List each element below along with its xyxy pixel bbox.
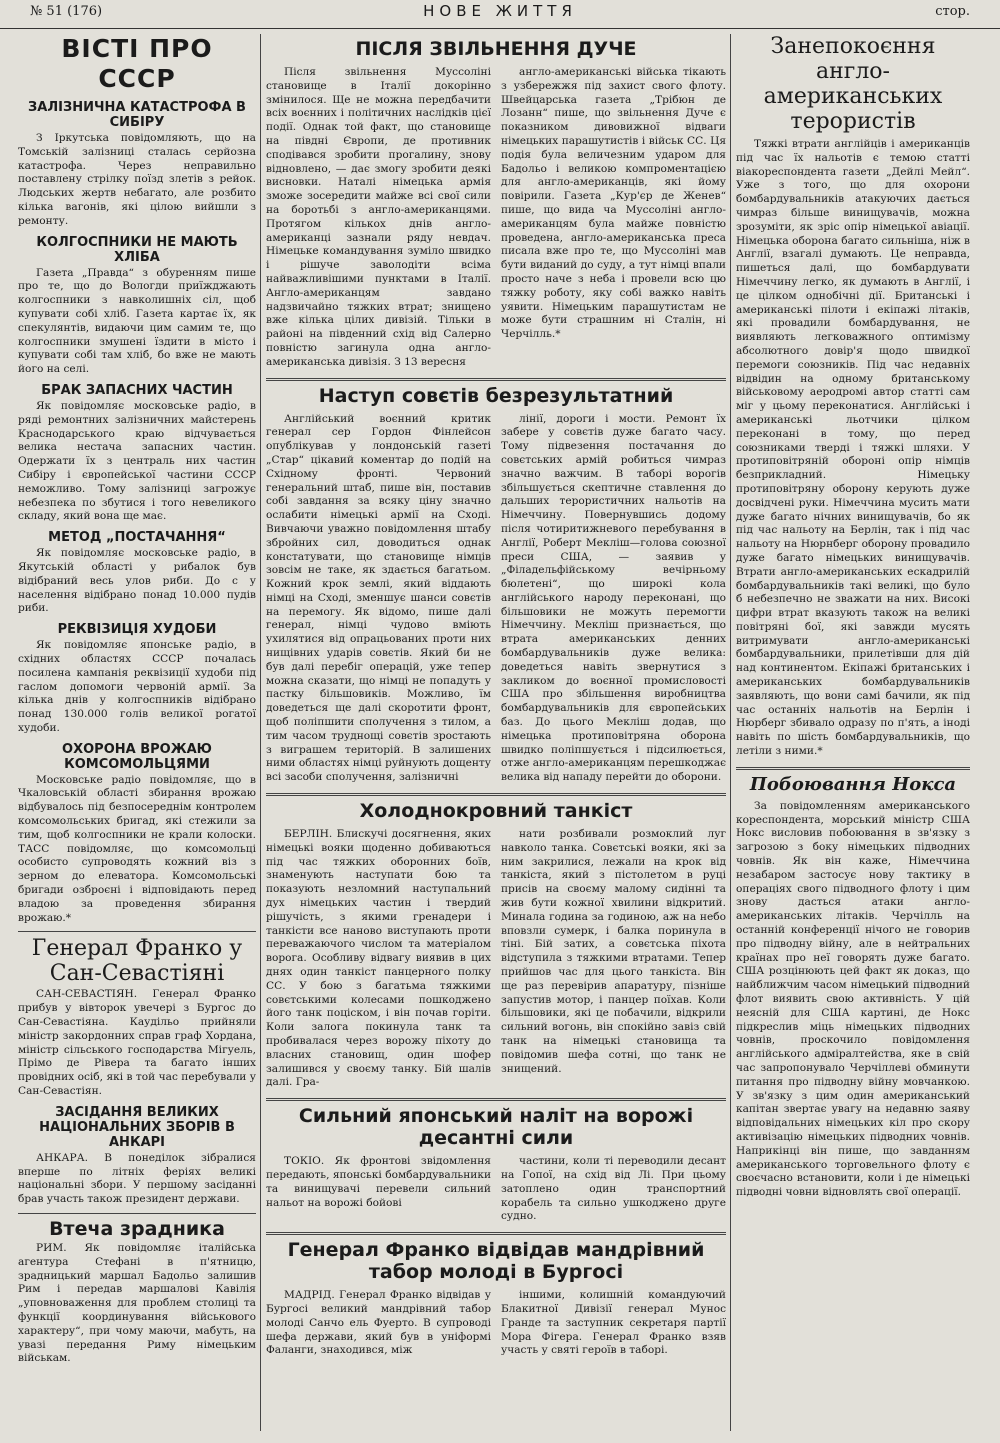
article-text: МАДРІД. Генерал Франко відвідав у Бургосі великий мандрівний табор молоді Санчо ель Фуерто. В супроводі шефа держави, який був в уніформі Фаланги, знаходився, між xyxy=(266,1289,491,1357)
article xyxy=(736,774,970,1200)
column-divider xyxy=(730,34,731,1431)
article-title: ОХОРОНА ВРОЖАЮ КОМСОМОЛЬЦЯМИ xyxy=(62,741,212,772)
article-text: лінії, дороги і мости. Ремонт їх забере у совєтів дуже багато часу. Тому підвезення постачання до совєтських армій робиться чимраз значно важчим. В таборі ворогів збільшується скептичне ставлення до дальших терористичних нальотів на Німеччину. Повернувшись додому після чотиритижневого перебування в Англії, Роберт Мекліш—голова союзної преси США, — заявив у „Філадельфійському вечірньому бюлетені“, що широкі кола англійського народу переконані, що більшовики не можуть перемогти Німеччину. Мекліш признається, що втрата американських денних бомбардувальників дуже велика: доведеться навіть звернутися з закликом до воєнної промисловості США про збільшення виробництва бомбардувальників для європейських баз. До цього Мекліш додав, що німецька протиповітряна оборона швидко поліпшується і підсилюється, отже англо-американцям перешкоджає велика від нападу перейти до оборони. xyxy=(501,412,726,784)
article-title: Занепокоєння англо-американських терористів xyxy=(763,34,943,134)
article xyxy=(266,800,726,1090)
article-text: РИМ. Як повідомляє італійська агентура Стефані в п'ятницю, зрадницький маршал Бадольо залишив Рим і передав маршалові Кавілія „уповноваження для проблем столиці та функції координування військового характеру“, при чому маючи, мабуть, на увазі передання Риму німецьким військам. xyxy=(18,1242,256,1365)
article-text: частини, коли ті переводили десант на Гопої, на схід від Лі. При цьому затоплено один транспортний корабель та сильно ушкоджено друге судно. xyxy=(501,1155,726,1223)
article-text: Після звільнення Муссоліні становище в Італії докорінно змінилося. Ще не можна передбачити всіх воєнних і політичних наслідків цієї події. Однак той факт, що становище на півдні Європи, де противник сподівався зробити прогалину, знову відновлено, — дає змогу зробити деякі висновки. Наталі німецька армія зможе зосередити майже всі свої сили на боротьбі з англо-американцями. Протягом кількох днів англо-американці зазнали ряду невдач. Німецьке командування зуміло швидко і рішуче заволодіти всіма найважливішими пунктами в Італії. Англо-американцям завдано надзвичайно тяжких втрат; знищено вже кілька цілих дивізій. Тільки в районі на південний схід від Салерно повністю загинула одна англо-американська дивізія. З 13 вересня xyxy=(266,66,491,368)
article-text: англо-американські війська тікають з узбережжя під захист свого флоту. Швейцарська газета „Трібюн де Лозанн“ пише, що звільнення Дуче є показником дивовижної відваги німецьких парашутистів і військ СС. Ця подія була величезним ударом для Бадольо і великою компроментацією для англо-американців, які йому повірили. Газета „Кур'єр де Женев“ пише, що вида ча Муссоліні англо-американцям була майже повністю проведена, англо-американська преса писала вже про те, що Муссоліні мав бути виданий до суду, а тут німці впали просто наче з неба і провели всю цю тяжку роботу, яку собі важко навіть уявити. Німецьким парашутистам не може бути страшним ні Сталін, ні Черчілль.* xyxy=(501,66,726,341)
article-text: САН-СЕВАСТІЯН. Генерал Франко прибув у вівторок увечері з Бургос до Сан-Севастіяна. Каудільо прийняли міністр закордонних справ граф Хордана, міністр сільського господарства Мігуель, Прімо де Рівера та багато інших провідних осіб, які в той час перебували у Сан-Севастіян. xyxy=(18,988,256,1098)
article-text: Як повідомляє московське радіо, в ряді ремонтних залізничних майстерень Краснодарського краю відчувається велика нестача запасних частин. Одержати їх з централь них частин Сибіру і європейської частини СССР неможливо. Тому залізниці загрожує небезпека по збутися і того невеликого складу, який вона ще має. xyxy=(18,399,256,523)
divider xyxy=(266,1098,726,1101)
article-title: Сильний японський наліт на ворожі десантні сили xyxy=(298,1105,694,1150)
article xyxy=(266,1239,726,1358)
divider xyxy=(266,793,726,796)
article xyxy=(18,235,256,377)
article-title: ПІСЛЯ ЗВІЛЬНЕННЯ ДУЧЕ xyxy=(355,38,637,60)
divider xyxy=(266,378,726,381)
article-text: За повідомленням американського кореспондента, морський міністр США Нокс висловив побоювання в зв'язку з загрозою з боку німецьких підводних човнів. Як він каже, Німеччина незабаром застосує нову тактику в операціях свого підводного флоту і цим знову дасться атаки англо-американських літаків. Черчілль на останній конференції нічого не говорив про підводну війну, але в нейтральних країнах про неї говорять дуже багато. США розцінюють цей факт як доказ, що найближчим часом німецький підводний флот виявить свою активність. У цій неясній для США картині, де Нокс підкреслив міць німецьких підводних човнів, проскочило повідомлення англійського адміралтейства, яке в свій час запропонувало Черчіллеві обминути питання про підводну війну мовчанкою. У зв'язку з цим один американський капітан звертає увагу на недавню заяву відповідальних німецьких кіл про скору активізацію німецьких підводних човнів. Наприкінці він пише, що завданням американського торговельного флоту є своєчасно встановити, коли і де німецькі підводні човни відновлять свої операції. xyxy=(736,799,970,1199)
article xyxy=(18,1218,256,1366)
article-title: КОЛГОСПНИКИ НЕ МАЮТЬ ХЛІБА xyxy=(36,234,238,265)
article-text: Англійський воєнний критик генерал сер Гордон Фінлейсон опублікував у лондонській газеті „Стар“ цікавий коментар до подій на Східному фронті. Червоний генеральний штаб, пише він, поставив собі завдання за всяку ціну значно ослабити німецькі армії на Сході. Вивчаючи уважно повідомлення штабу збройних сил, доводиться однак констатувати, що становище німців зовсім не таке, як здається багатьом. Кожний крок землі, який віддають німці на Сході, зменшує шанси совєтів на перемогу. Як відомо, пише далі генерал, німці чудово вміють ухилятися від опрацьованих проти них нищівних ударів совєтів. Який би не був далі перебіг операцій, уже тепер можна сказати, що німці не попадуть у пастку більшовиків. Можливо, їм доведеться ще далі скоротити фронт, щоб поліпшити сполучення з тилом, а тим часом труднощі совєтів зростають з виграшем територій. В залишених ними областях німці руйнують дощенту всі засоби сполучення, залізничні xyxy=(266,412,491,784)
newspaper-title: НОВЕ ЖИТТЯ xyxy=(423,2,577,20)
article-text: Як повідомляє московське радіо, в Якутській області у рибалок був відібраний весь улов риби. До с у населення відібрано понад 10.000 пудів риби. xyxy=(18,547,256,615)
divider xyxy=(18,1213,256,1214)
masthead xyxy=(0,0,1000,29)
article-text: нати розбивали розмоклий луг навколо танка. Совєтські вояки, які за ним закрилися, лежали на крок від танкіста, який з пістолетом в руці присів на своєму малому сидінні та жив бути кожної хвилини відкритий. Минала година за годиною, аж на небо вповзли сумерк, і балка поринула в тіні. Бій затих, а совєтська піхота відступила з тяжкими втратами. Тепер прийшов час для цього танкіста. Він ще раз перевірив апаратуру, пізніше запустив мотор, і панцер поїхав. Коли більшовики, які це побачили, відкрили сильний вогонь, він спокійно завіз свій танк на німецькі становища та повідомив шефа сотні, що танк не знищений. xyxy=(501,828,726,1075)
article-text: БЕРЛІН. Блискучі досягнення, яких німецькі вояки щоденно добиваються під час тяжких оборонних боїв, знаменують наступати бою та показують незломний наступальний дух німецьких частин і твердий рішучість, з якими гренадери і танкісти все наново виступають проти переважаючого числом та матеріалом ворога. Особливу відвагу виявив в цих днях один танкіст панцерного полку СС. У бою з багатьма тяжкими совєтськими колесами пошкоджено його танк поціском, і він почав горіти. Коли залога покинула танк та пробивалася через ворожу піхоту до власних становищ, один шофер залишився у своєму танку. Бій шалів далі. Гра- xyxy=(266,828,491,1089)
article xyxy=(18,100,256,229)
article-title: Генерал Франко у Сан-Севастіяні xyxy=(31,936,243,987)
column-left xyxy=(18,34,256,1443)
article-text: Газета „Правда“ з обуренням пише про те, що до Вологди приїжджають колгоспники з навколишніх сіл, щоб купувати собі хліб. Газета картає їх, як спекулянтів, видаючи цим самим те, що колгоспники змушені їздити в місто і купувати собі там хліб, бо вже не мають його на селі. xyxy=(18,266,256,376)
article xyxy=(266,1105,726,1224)
article-title: МЕТОД „ПОСТАЧАННЯ“ xyxy=(48,530,226,546)
article xyxy=(266,385,726,786)
article-text: Як повідомляє японське радіо, в східних областях СССР почалась посилена кампанія реквізиції худоби під гаслом допомоги червоній армії. За кілька днів у колгоспників відібрано понад 130.000 голів великої рогатої худоби. xyxy=(18,639,256,734)
divider xyxy=(736,767,970,770)
article-title: ЗАЛІЗНИЧНА КАТАСТРОФА В СИБІРУ xyxy=(28,100,246,130)
article xyxy=(266,38,726,370)
article xyxy=(18,742,256,926)
column-middle xyxy=(266,34,726,1443)
article-title: РЕКВІЗИЦІЯ ХУДОБИ xyxy=(57,622,217,638)
article xyxy=(18,936,256,1098)
divider xyxy=(266,1232,726,1235)
article-title: Генерал Франко відвідав мандрівний табор молоді в Бургосі xyxy=(287,1239,705,1284)
issue-number: № 51 (176) xyxy=(30,4,103,19)
article-text: З Іркутська повідомляють, що на Томській залізниці сталась серйозна катастрофа. Через неправильно поставлену стрілку поїзд злетів з рейок. Людських жертв небагато, але розбито кілька вагонів, які цілою вийшли з ремонту. xyxy=(18,132,256,227)
article-text: Тяжкі втрати англійців і американців під час їх нальотів є темою статті віакореспондента газети „Дейлі Мейл“. Уже з того, що для охорони бомбардувальників атакуючих дається чимраз більше винищувачів, можна зрозуміти, як зріс опір німецької авіації. Німецька оборона багато сильніша, ніж в Англії, взагалі думають. Це неправда, пишеться далі, що бомбардувати Німеччину легко, як думають в Англії, і це цілком однобічні дії. Британські і американські пілоти і екіпажі літаків, які провадили бомбардування, не виявляють легковажного оптимізму абсолютного довір'я щодо швидкої перемоги союзників. Під час недавніх відвідин на одному британському військовому аеродромі автор статті сам міг у цьому переконатися. Англійські і американські льотчики цілком переконані в тому, що перед союзниками тверді і тяжкі шляхи. У протиповітряній обороні опір німців безприкладний. Німецьку протиповітряну оборону керують дуже досвідчені руки. Німеччина мусить мати дуже багато нічних винищувачів, бо як під час нальоту на Берлін, так і під час нальоту на Нюрнберг оборону провадило дуже багато німецьких винищувачів. Втрати англо-американських ескадрилій бомбардувальників такі великі, що було б небезпечно не зважати на них. Високі цифри втрат вказують також на великі повітряні бої, які завжди мусять витримувати англо-американські бомбардувальники, прилетівши для дій над континентом. Екіпажі британських і американських бомбардувальників заявляють, що вони самі бачили, як під час останніх нальотів на Берлін і Нюрберг збивало одразу по п'ять, а іноді навіть по шість бомбардувальників, що летіли з ними.* xyxy=(736,138,970,758)
article-title: Наступ совєтів безрезультатний xyxy=(318,384,674,407)
page-label: стор. xyxy=(935,4,970,19)
article-title: Побоювання Нокса xyxy=(749,773,957,795)
divider xyxy=(18,931,256,932)
section-title: ВІСТІ ПРО СССР xyxy=(61,34,213,93)
article-text: АНКАРА. В понеділок зібралися вперше по літніх феріях великі національні збори. У першому засіданні брав участь також президент держави. xyxy=(18,1151,256,1206)
article-text: ТОКІО. Як фронтові звідомлення передають, японські бомбардувальники та винищувачі перевели сильний нальот на ворожі бойові xyxy=(266,1155,491,1209)
article xyxy=(18,530,256,616)
article-title: БРАК ЗАПАСНИХ ЧАСТИН xyxy=(41,382,233,398)
article xyxy=(18,1105,256,1207)
article-title: Холоднокровний танкіст xyxy=(359,800,633,823)
article-title: ЗАСІДАННЯ ВЕЛИКИХ НАЦІОНАЛЬНИХ ЗБОРІВ В АНКАРІ xyxy=(39,1104,235,1150)
article-title: Втеча зрадника xyxy=(49,1218,225,1241)
article xyxy=(18,383,256,524)
column-right xyxy=(736,34,970,1443)
article-text: Московське радіо повідомляє, що в Чкаловській області збирання врожаю відбувалось під безпосереднім контролем комсомольських бригад, які стежили за тим, щоб колгоспники не крали колоски. ТАСС повідомляє, що комсомольці особисто супроводять кожний віз з зерном до елеватора. Комсомольські бригади озброєні і відповідають перед владою за проведення збирання врожаю.* xyxy=(18,773,256,924)
column-divider xyxy=(260,34,261,1431)
article xyxy=(18,622,256,736)
article-text: іншими, колишній командуючий Блакитної Дивізії генерал Мунос Гранде та заступник секретаря партії Мора Фігера. Генерал Франко взяв участь у святі героїв в таборі. xyxy=(501,1289,726,1357)
article xyxy=(736,34,970,759)
